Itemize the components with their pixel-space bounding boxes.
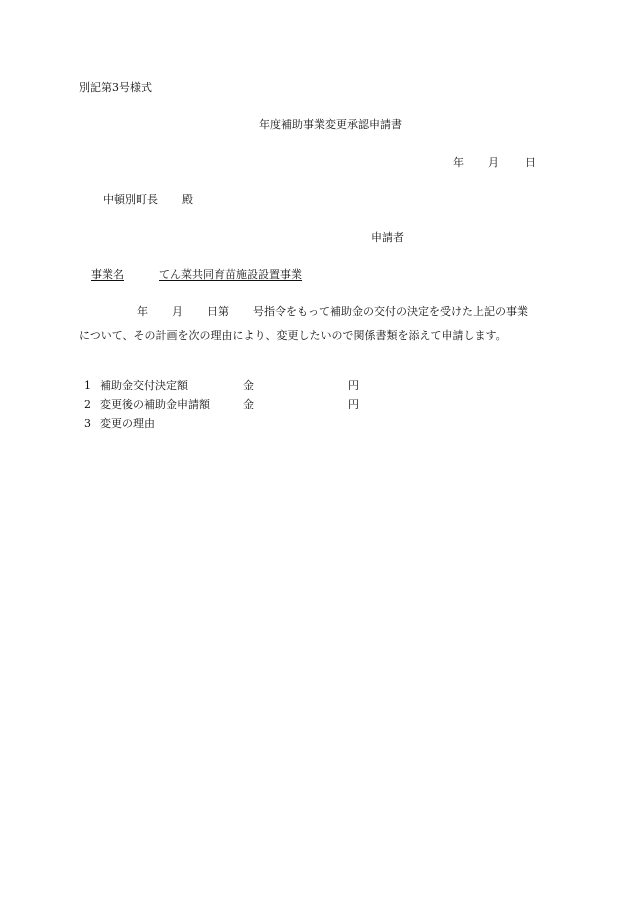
item-number: 2: [84, 398, 91, 411]
project-name: てん菜共同育苗施設設置事業: [159, 268, 302, 281]
addressee-name: 中頓別町長: [103, 193, 158, 206]
addressee-honorific: 殿: [182, 193, 193, 206]
item-number: 1: [84, 379, 91, 392]
date-day: 日: [525, 156, 536, 169]
body-paragraph: [79, 300, 559, 348]
applicant-label: 申請者: [371, 231, 404, 244]
document-title: 年度補助事業変更承認申請書: [259, 118, 402, 131]
body-line-2: について、その計画を次の理由により、変更したいので関係書類を添えて申請します。: [79, 329, 507, 342]
item-prefix: 金: [243, 398, 254, 411]
date-month: 月: [488, 156, 499, 169]
project-line: [91, 268, 302, 282]
item-label: 変更の理由: [100, 417, 155, 430]
item-unit: 円: [348, 379, 359, 392]
item-label: 変更後の補助金申請額: [100, 398, 210, 411]
item-prefix: 金: [243, 379, 254, 392]
item-number: 3: [84, 417, 91, 430]
form-number: 別記第3号様式: [79, 81, 152, 94]
project-label: 事業名: [91, 268, 124, 281]
body-line-1: 年 月 日第 号指令をもって補助金の交付の決定を受けた上記の事業: [137, 305, 528, 318]
item-unit: 円: [348, 398, 359, 411]
date-year: 年: [453, 156, 464, 169]
item-label: 補助金交付決定額: [100, 379, 188, 392]
